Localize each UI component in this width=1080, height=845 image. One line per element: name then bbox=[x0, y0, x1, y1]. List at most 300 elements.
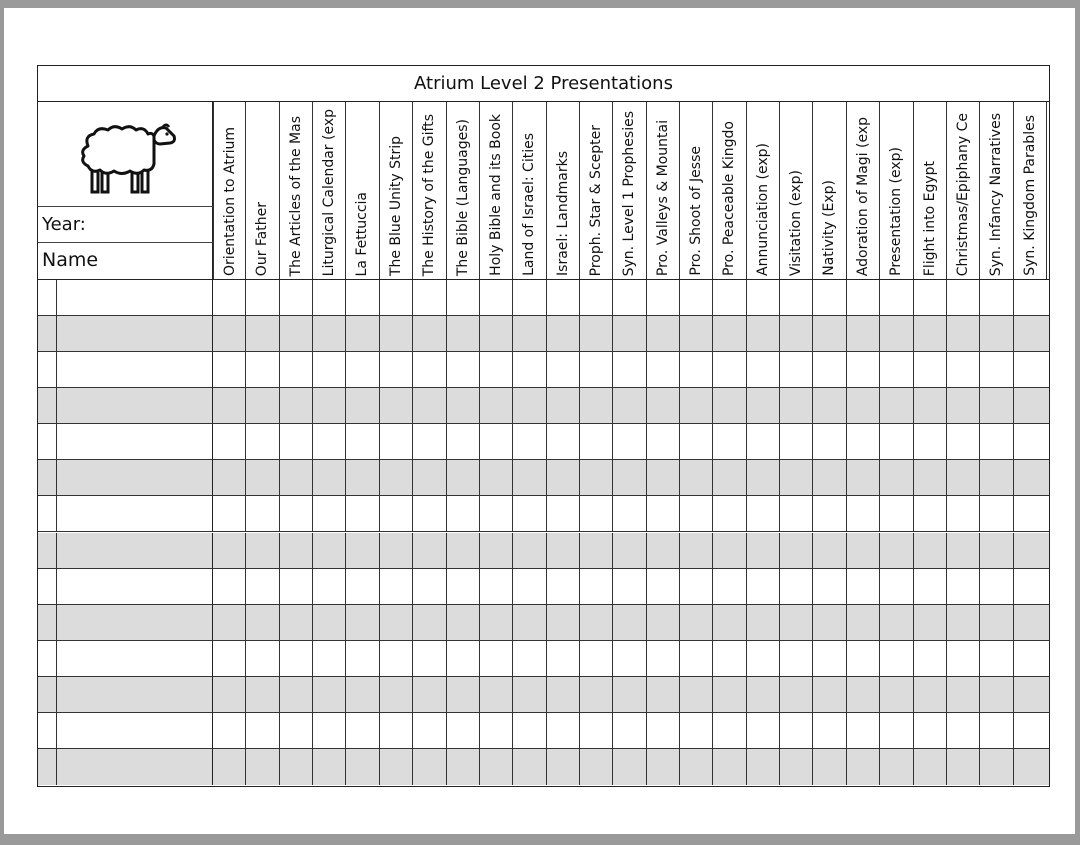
row-number-cell[interactable] bbox=[38, 352, 57, 387]
presentation-check-cell[interactable] bbox=[380, 460, 413, 495]
row-number-cell[interactable] bbox=[38, 749, 57, 785]
presentation-check-cell[interactable] bbox=[980, 496, 1013, 531]
presentation-check-cell[interactable] bbox=[580, 533, 613, 568]
presentation-check-cell[interactable] bbox=[246, 388, 279, 423]
presentation-check-cell[interactable] bbox=[580, 677, 613, 712]
presentation-check-cell[interactable] bbox=[813, 713, 846, 748]
presentation-check-cell[interactable] bbox=[246, 749, 279, 785]
row-number-cell[interactable] bbox=[38, 605, 57, 640]
presentation-check-cell[interactable] bbox=[647, 460, 680, 495]
presentation-check-cell[interactable] bbox=[880, 352, 913, 387]
presentation-check-cell[interactable] bbox=[947, 713, 980, 748]
row-number-cell[interactable] bbox=[38, 280, 57, 315]
presentation-check-cell[interactable] bbox=[680, 569, 713, 604]
presentation-check-cell[interactable] bbox=[280, 316, 313, 351]
presentation-check-cell[interactable] bbox=[313, 352, 346, 387]
presentation-check-cell[interactable] bbox=[1014, 605, 1047, 640]
presentation-check-cell[interactable] bbox=[280, 388, 313, 423]
row-number-cell[interactable] bbox=[38, 569, 57, 604]
presentation-check-cell[interactable] bbox=[280, 713, 313, 748]
presentation-check-cell[interactable] bbox=[914, 749, 947, 785]
presentation-check-cell[interactable] bbox=[480, 749, 513, 785]
presentation-check-cell[interactable] bbox=[747, 533, 780, 568]
presentation-check-cell[interactable] bbox=[547, 533, 580, 568]
presentation-check-cell[interactable] bbox=[413, 496, 446, 531]
presentation-check-cell[interactable] bbox=[380, 533, 413, 568]
presentation-check-cell[interactable] bbox=[346, 713, 379, 748]
presentation-check-cell[interactable] bbox=[246, 280, 279, 315]
presentation-check-cell[interactable] bbox=[246, 424, 279, 459]
presentation-check-cell[interactable] bbox=[547, 496, 580, 531]
presentation-check-cell[interactable] bbox=[780, 388, 813, 423]
presentation-check-cell[interactable] bbox=[980, 569, 1013, 604]
presentation-check-cell[interactable] bbox=[713, 569, 746, 604]
row-number-cell[interactable] bbox=[38, 460, 57, 495]
presentation-check-cell[interactable] bbox=[613, 280, 646, 315]
presentation-check-cell[interactable] bbox=[380, 605, 413, 640]
presentation-check-cell[interactable] bbox=[980, 388, 1013, 423]
presentation-check-cell[interactable] bbox=[813, 388, 846, 423]
presentation-check-cell[interactable] bbox=[1014, 460, 1047, 495]
presentation-check-cell[interactable] bbox=[480, 388, 513, 423]
presentation-check-cell[interactable] bbox=[713, 352, 746, 387]
presentation-check-cell[interactable] bbox=[780, 533, 813, 568]
presentation-check-cell[interactable] bbox=[613, 605, 646, 640]
presentation-check-cell[interactable] bbox=[647, 388, 680, 423]
presentation-check-cell[interactable] bbox=[880, 533, 913, 568]
presentation-check-cell[interactable] bbox=[947, 280, 980, 315]
presentation-check-cell[interactable] bbox=[680, 605, 713, 640]
presentation-check-cell[interactable] bbox=[613, 713, 646, 748]
presentation-check-cell[interactable] bbox=[447, 496, 480, 531]
student-name-cell[interactable] bbox=[57, 460, 213, 495]
presentation-check-cell[interactable] bbox=[246, 605, 279, 640]
presentation-check-cell[interactable] bbox=[914, 605, 947, 640]
presentation-check-cell[interactable] bbox=[480, 641, 513, 676]
presentation-check-cell[interactable] bbox=[547, 424, 580, 459]
presentation-check-cell[interactable] bbox=[447, 460, 480, 495]
presentation-check-cell[interactable] bbox=[246, 713, 279, 748]
presentation-check-cell[interactable] bbox=[647, 713, 680, 748]
presentation-check-cell[interactable] bbox=[680, 388, 713, 423]
presentation-check-cell[interactable] bbox=[380, 677, 413, 712]
presentation-check-cell[interactable] bbox=[1014, 749, 1047, 785]
presentation-check-cell[interactable] bbox=[313, 749, 346, 785]
presentation-check-cell[interactable] bbox=[413, 352, 446, 387]
presentation-check-cell[interactable] bbox=[413, 605, 446, 640]
presentation-check-cell[interactable] bbox=[780, 641, 813, 676]
presentation-check-cell[interactable] bbox=[813, 749, 846, 785]
presentation-check-cell[interactable] bbox=[413, 280, 446, 315]
presentation-check-cell[interactable] bbox=[880, 460, 913, 495]
presentation-check-cell[interactable] bbox=[380, 749, 413, 785]
presentation-check-cell[interactable] bbox=[246, 569, 279, 604]
presentation-check-cell[interactable] bbox=[847, 677, 880, 712]
presentation-check-cell[interactable] bbox=[1014, 569, 1047, 604]
presentation-check-cell[interactable] bbox=[1014, 280, 1047, 315]
presentation-check-cell[interactable] bbox=[747, 677, 780, 712]
presentation-check-cell[interactable] bbox=[880, 316, 913, 351]
presentation-check-cell[interactable] bbox=[880, 641, 913, 676]
presentation-check-cell[interactable] bbox=[847, 280, 880, 315]
presentation-check-cell[interactable] bbox=[713, 388, 746, 423]
presentation-check-cell[interactable] bbox=[747, 641, 780, 676]
presentation-check-cell[interactable] bbox=[847, 316, 880, 351]
presentation-check-cell[interactable] bbox=[747, 280, 780, 315]
presentation-check-cell[interactable] bbox=[447, 388, 480, 423]
presentation-check-cell[interactable] bbox=[747, 316, 780, 351]
presentation-check-cell[interactable] bbox=[713, 749, 746, 785]
presentation-check-cell[interactable] bbox=[280, 569, 313, 604]
presentation-check-cell[interactable] bbox=[980, 316, 1013, 351]
presentation-check-cell[interactable] bbox=[447, 316, 480, 351]
presentation-check-cell[interactable] bbox=[613, 677, 646, 712]
presentation-check-cell[interactable] bbox=[346, 460, 379, 495]
presentation-check-cell[interactable] bbox=[380, 388, 413, 423]
presentation-check-cell[interactable] bbox=[213, 569, 246, 604]
student-name-cell[interactable] bbox=[57, 641, 213, 676]
presentation-check-cell[interactable] bbox=[914, 713, 947, 748]
presentation-check-cell[interactable] bbox=[213, 641, 246, 676]
presentation-check-cell[interactable] bbox=[613, 569, 646, 604]
presentation-check-cell[interactable] bbox=[213, 605, 246, 640]
presentation-check-cell[interactable] bbox=[947, 569, 980, 604]
presentation-check-cell[interactable] bbox=[847, 388, 880, 423]
presentation-check-cell[interactable] bbox=[547, 352, 580, 387]
presentation-check-cell[interactable] bbox=[880, 388, 913, 423]
presentation-check-cell[interactable] bbox=[914, 388, 947, 423]
presentation-check-cell[interactable] bbox=[980, 749, 1013, 785]
presentation-check-cell[interactable] bbox=[246, 460, 279, 495]
presentation-check-cell[interactable] bbox=[880, 569, 913, 604]
presentation-check-cell[interactable] bbox=[847, 533, 880, 568]
presentation-check-cell[interactable] bbox=[647, 533, 680, 568]
presentation-check-cell[interactable] bbox=[947, 641, 980, 676]
presentation-check-cell[interactable] bbox=[280, 460, 313, 495]
presentation-check-cell[interactable] bbox=[447, 713, 480, 748]
presentation-check-cell[interactable] bbox=[380, 316, 413, 351]
presentation-check-cell[interactable] bbox=[246, 677, 279, 712]
presentation-check-cell[interactable] bbox=[747, 605, 780, 640]
presentation-check-cell[interactable] bbox=[380, 713, 413, 748]
presentation-check-cell[interactable] bbox=[947, 316, 980, 351]
presentation-check-cell[interactable] bbox=[780, 569, 813, 604]
presentation-check-cell[interactable] bbox=[914, 569, 947, 604]
presentation-check-cell[interactable] bbox=[447, 749, 480, 785]
presentation-check-cell[interactable] bbox=[513, 677, 546, 712]
presentation-check-cell[interactable] bbox=[914, 280, 947, 315]
presentation-check-cell[interactable] bbox=[613, 749, 646, 785]
presentation-check-cell[interactable] bbox=[447, 677, 480, 712]
presentation-check-cell[interactable] bbox=[1014, 496, 1047, 531]
presentation-check-cell[interactable] bbox=[847, 713, 880, 748]
presentation-check-cell[interactable] bbox=[513, 316, 546, 351]
presentation-check-cell[interactable] bbox=[847, 605, 880, 640]
presentation-check-cell[interactable] bbox=[613, 424, 646, 459]
presentation-check-cell[interactable] bbox=[313, 713, 346, 748]
presentation-check-cell[interactable] bbox=[280, 533, 313, 568]
presentation-check-cell[interactable] bbox=[246, 533, 279, 568]
presentation-check-cell[interactable] bbox=[346, 641, 379, 676]
presentation-check-cell[interactable] bbox=[1014, 316, 1047, 351]
presentation-check-cell[interactable] bbox=[547, 605, 580, 640]
presentation-check-cell[interactable] bbox=[313, 641, 346, 676]
presentation-check-cell[interactable] bbox=[880, 713, 913, 748]
presentation-check-cell[interactable] bbox=[346, 352, 379, 387]
presentation-check-cell[interactable] bbox=[613, 496, 646, 531]
presentation-check-cell[interactable] bbox=[847, 352, 880, 387]
presentation-check-cell[interactable] bbox=[880, 749, 913, 785]
presentation-check-cell[interactable] bbox=[413, 677, 446, 712]
presentation-check-cell[interactable] bbox=[713, 496, 746, 531]
presentation-check-cell[interactable] bbox=[513, 460, 546, 495]
presentation-check-cell[interactable] bbox=[246, 352, 279, 387]
presentation-check-cell[interactable] bbox=[280, 605, 313, 640]
presentation-check-cell[interactable] bbox=[680, 424, 713, 459]
presentation-check-cell[interactable] bbox=[547, 749, 580, 785]
presentation-check-cell[interactable] bbox=[780, 605, 813, 640]
row-number-cell[interactable] bbox=[38, 677, 57, 712]
presentation-check-cell[interactable] bbox=[713, 460, 746, 495]
presentation-check-cell[interactable] bbox=[947, 496, 980, 531]
presentation-check-cell[interactable] bbox=[813, 677, 846, 712]
presentation-check-cell[interactable] bbox=[947, 533, 980, 568]
presentation-check-cell[interactable] bbox=[880, 280, 913, 315]
presentation-check-cell[interactable] bbox=[914, 496, 947, 531]
presentation-check-cell[interactable] bbox=[346, 496, 379, 531]
presentation-check-cell[interactable] bbox=[880, 605, 913, 640]
presentation-check-cell[interactable] bbox=[880, 496, 913, 531]
presentation-check-cell[interactable] bbox=[580, 569, 613, 604]
presentation-check-cell[interactable] bbox=[813, 424, 846, 459]
presentation-check-cell[interactable] bbox=[1014, 533, 1047, 568]
presentation-check-cell[interactable] bbox=[313, 677, 346, 712]
presentation-check-cell[interactable] bbox=[780, 496, 813, 531]
presentation-check-cell[interactable] bbox=[513, 713, 546, 748]
presentation-check-cell[interactable] bbox=[346, 749, 379, 785]
presentation-check-cell[interactable] bbox=[413, 533, 446, 568]
presentation-check-cell[interactable] bbox=[647, 424, 680, 459]
presentation-check-cell[interactable] bbox=[813, 280, 846, 315]
row-number-cell[interactable] bbox=[38, 641, 57, 676]
presentation-check-cell[interactable] bbox=[713, 605, 746, 640]
presentation-check-cell[interactable] bbox=[480, 496, 513, 531]
presentation-check-cell[interactable] bbox=[613, 641, 646, 676]
presentation-check-cell[interactable] bbox=[447, 569, 480, 604]
presentation-check-cell[interactable] bbox=[313, 316, 346, 351]
presentation-check-cell[interactable] bbox=[280, 352, 313, 387]
presentation-check-cell[interactable] bbox=[346, 533, 379, 568]
presentation-check-cell[interactable] bbox=[713, 713, 746, 748]
presentation-check-cell[interactable] bbox=[647, 352, 680, 387]
presentation-check-cell[interactable] bbox=[280, 677, 313, 712]
presentation-check-cell[interactable] bbox=[914, 641, 947, 676]
presentation-check-cell[interactable] bbox=[914, 316, 947, 351]
presentation-check-cell[interactable] bbox=[413, 749, 446, 785]
presentation-check-cell[interactable] bbox=[947, 677, 980, 712]
presentation-check-cell[interactable] bbox=[613, 533, 646, 568]
row-number-cell[interactable] bbox=[38, 424, 57, 459]
student-name-cell[interactable] bbox=[57, 605, 213, 640]
presentation-check-cell[interactable] bbox=[580, 749, 613, 785]
presentation-check-cell[interactable] bbox=[647, 280, 680, 315]
presentation-check-cell[interactable] bbox=[980, 641, 1013, 676]
student-name-cell[interactable] bbox=[57, 316, 213, 351]
presentation-check-cell[interactable] bbox=[346, 569, 379, 604]
presentation-check-cell[interactable] bbox=[346, 605, 379, 640]
presentation-check-cell[interactable] bbox=[847, 424, 880, 459]
presentation-check-cell[interactable] bbox=[413, 569, 446, 604]
presentation-check-cell[interactable] bbox=[547, 388, 580, 423]
presentation-check-cell[interactable] bbox=[914, 677, 947, 712]
presentation-check-cell[interactable] bbox=[380, 569, 413, 604]
presentation-check-cell[interactable] bbox=[513, 749, 546, 785]
student-name-cell[interactable] bbox=[57, 388, 213, 423]
presentation-check-cell[interactable] bbox=[747, 496, 780, 531]
presentation-check-cell[interactable] bbox=[747, 352, 780, 387]
student-name-cell[interactable] bbox=[57, 569, 213, 604]
presentation-check-cell[interactable] bbox=[1014, 388, 1047, 423]
presentation-check-cell[interactable] bbox=[580, 496, 613, 531]
presentation-check-cell[interactable] bbox=[447, 352, 480, 387]
presentation-check-cell[interactable] bbox=[780, 424, 813, 459]
presentation-check-cell[interactable] bbox=[680, 677, 713, 712]
presentation-check-cell[interactable] bbox=[413, 424, 446, 459]
presentation-check-cell[interactable] bbox=[914, 424, 947, 459]
presentation-check-cell[interactable] bbox=[980, 533, 1013, 568]
presentation-check-cell[interactable] bbox=[547, 713, 580, 748]
presentation-check-cell[interactable] bbox=[447, 424, 480, 459]
presentation-check-cell[interactable] bbox=[647, 316, 680, 351]
presentation-check-cell[interactable] bbox=[313, 569, 346, 604]
presentation-check-cell[interactable] bbox=[747, 460, 780, 495]
presentation-check-cell[interactable] bbox=[380, 641, 413, 676]
presentation-check-cell[interactable] bbox=[513, 352, 546, 387]
presentation-check-cell[interactable] bbox=[480, 424, 513, 459]
presentation-check-cell[interactable] bbox=[680, 641, 713, 676]
presentation-check-cell[interactable] bbox=[513, 605, 546, 640]
presentation-check-cell[interactable] bbox=[647, 569, 680, 604]
presentation-check-cell[interactable] bbox=[480, 605, 513, 640]
presentation-check-cell[interactable] bbox=[580, 280, 613, 315]
presentation-check-cell[interactable] bbox=[880, 424, 913, 459]
presentation-check-cell[interactable] bbox=[713, 641, 746, 676]
presentation-check-cell[interactable] bbox=[547, 677, 580, 712]
presentation-check-cell[interactable] bbox=[213, 749, 246, 785]
presentation-check-cell[interactable] bbox=[980, 677, 1013, 712]
presentation-check-cell[interactable] bbox=[747, 749, 780, 785]
presentation-check-cell[interactable] bbox=[947, 460, 980, 495]
presentation-check-cell[interactable] bbox=[513, 496, 546, 531]
student-name-cell[interactable] bbox=[57, 533, 213, 568]
presentation-check-cell[interactable] bbox=[213, 496, 246, 531]
presentation-check-cell[interactable] bbox=[480, 316, 513, 351]
presentation-check-cell[interactable] bbox=[313, 280, 346, 315]
presentation-check-cell[interactable] bbox=[480, 677, 513, 712]
presentation-check-cell[interactable] bbox=[980, 460, 1013, 495]
presentation-check-cell[interactable] bbox=[813, 641, 846, 676]
presentation-check-cell[interactable] bbox=[313, 533, 346, 568]
presentation-check-cell[interactable] bbox=[513, 533, 546, 568]
presentation-check-cell[interactable] bbox=[513, 388, 546, 423]
presentation-check-cell[interactable] bbox=[580, 713, 613, 748]
presentation-check-cell[interactable] bbox=[980, 713, 1013, 748]
presentation-check-cell[interactable] bbox=[213, 352, 246, 387]
row-number-cell[interactable] bbox=[38, 496, 57, 531]
presentation-check-cell[interactable] bbox=[613, 388, 646, 423]
presentation-check-cell[interactable] bbox=[947, 749, 980, 785]
presentation-check-cell[interactable] bbox=[413, 388, 446, 423]
presentation-check-cell[interactable] bbox=[947, 388, 980, 423]
presentation-check-cell[interactable] bbox=[213, 280, 246, 315]
presentation-check-cell[interactable] bbox=[447, 533, 480, 568]
presentation-check-cell[interactable] bbox=[747, 569, 780, 604]
presentation-check-cell[interactable] bbox=[280, 424, 313, 459]
presentation-check-cell[interactable] bbox=[713, 424, 746, 459]
presentation-check-cell[interactable] bbox=[613, 352, 646, 387]
presentation-check-cell[interactable] bbox=[713, 677, 746, 712]
presentation-check-cell[interactable] bbox=[380, 352, 413, 387]
presentation-check-cell[interactable] bbox=[513, 424, 546, 459]
presentation-check-cell[interactable] bbox=[580, 605, 613, 640]
presentation-check-cell[interactable] bbox=[213, 316, 246, 351]
presentation-check-cell[interactable] bbox=[280, 749, 313, 785]
presentation-check-cell[interactable] bbox=[680, 533, 713, 568]
presentation-check-cell[interactable] bbox=[680, 749, 713, 785]
presentation-check-cell[interactable] bbox=[647, 641, 680, 676]
presentation-check-cell[interactable] bbox=[580, 388, 613, 423]
presentation-check-cell[interactable] bbox=[547, 280, 580, 315]
presentation-check-cell[interactable] bbox=[580, 316, 613, 351]
presentation-check-cell[interactable] bbox=[847, 496, 880, 531]
presentation-check-cell[interactable] bbox=[313, 605, 346, 640]
presentation-check-cell[interactable] bbox=[480, 533, 513, 568]
presentation-check-cell[interactable] bbox=[780, 677, 813, 712]
presentation-check-cell[interactable] bbox=[813, 605, 846, 640]
presentation-check-cell[interactable] bbox=[647, 749, 680, 785]
presentation-check-cell[interactable] bbox=[513, 280, 546, 315]
presentation-check-cell[interactable] bbox=[480, 569, 513, 604]
presentation-check-cell[interactable] bbox=[280, 496, 313, 531]
presentation-check-cell[interactable] bbox=[480, 352, 513, 387]
presentation-check-cell[interactable] bbox=[480, 713, 513, 748]
presentation-check-cell[interactable] bbox=[713, 280, 746, 315]
presentation-check-cell[interactable] bbox=[246, 316, 279, 351]
student-name-cell[interactable] bbox=[57, 713, 213, 748]
presentation-check-cell[interactable] bbox=[246, 496, 279, 531]
presentation-check-cell[interactable] bbox=[547, 641, 580, 676]
presentation-check-cell[interactable] bbox=[780, 460, 813, 495]
presentation-check-cell[interactable] bbox=[713, 316, 746, 351]
presentation-check-cell[interactable] bbox=[813, 569, 846, 604]
presentation-check-cell[interactable] bbox=[246, 641, 279, 676]
presentation-check-cell[interactable] bbox=[1014, 713, 1047, 748]
row-number-cell[interactable] bbox=[38, 388, 57, 423]
presentation-check-cell[interactable] bbox=[547, 569, 580, 604]
presentation-check-cell[interactable] bbox=[647, 605, 680, 640]
presentation-check-cell[interactable] bbox=[813, 352, 846, 387]
presentation-check-cell[interactable] bbox=[547, 460, 580, 495]
presentation-check-cell[interactable] bbox=[914, 460, 947, 495]
presentation-check-cell[interactable] bbox=[813, 460, 846, 495]
presentation-check-cell[interactable] bbox=[313, 388, 346, 423]
presentation-check-cell[interactable] bbox=[346, 388, 379, 423]
presentation-check-cell[interactable] bbox=[980, 280, 1013, 315]
presentation-check-cell[interactable] bbox=[1014, 352, 1047, 387]
presentation-check-cell[interactable] bbox=[647, 677, 680, 712]
presentation-check-cell[interactable] bbox=[580, 641, 613, 676]
presentation-check-cell[interactable] bbox=[980, 352, 1013, 387]
